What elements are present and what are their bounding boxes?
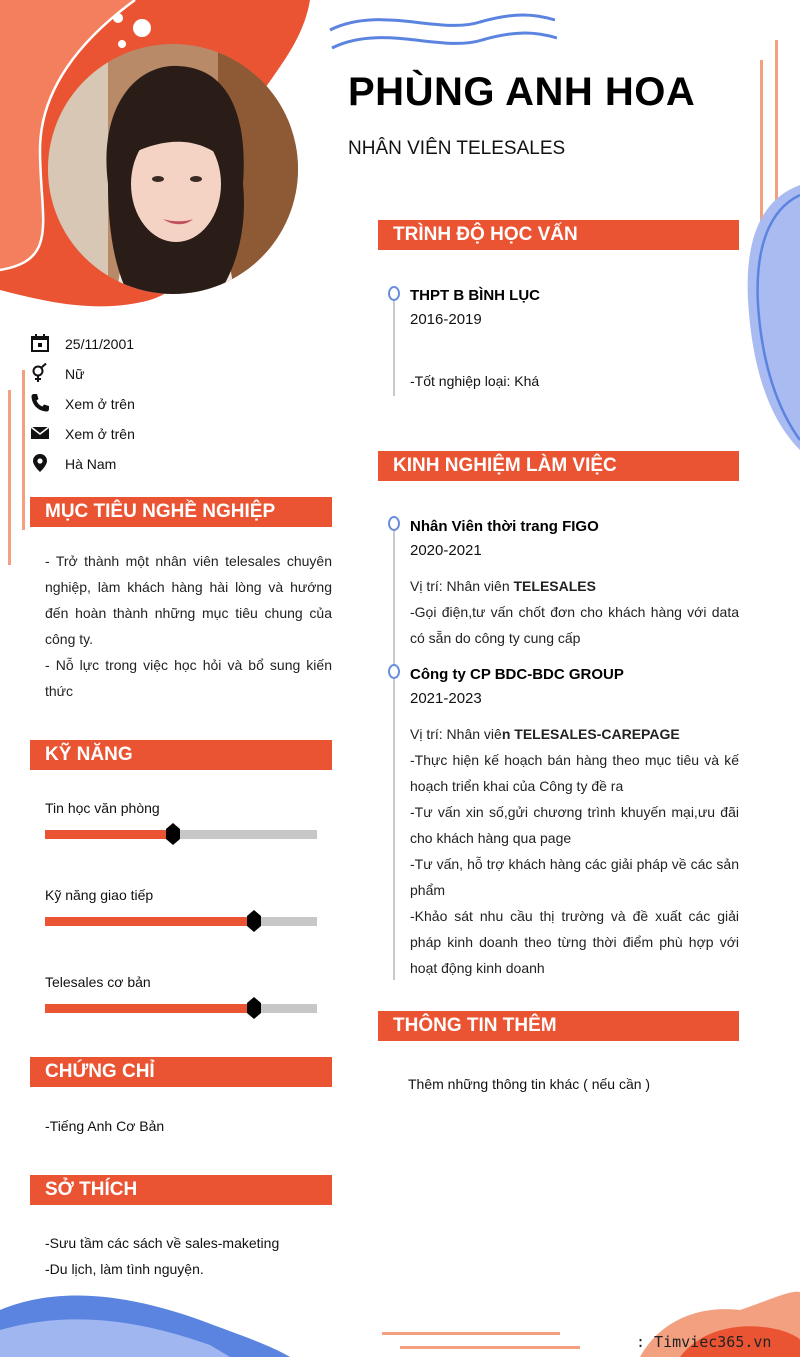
certificates-heading: CHỨNG CHỈ <box>30 1057 332 1087</box>
objective-line: - Trở thành một nhân viên telesales chuyên nghiệp, làm khách hàng hài lòng và hướng đến hoàn thành những mục tiêu chung của công ty. <box>45 553 332 647</box>
mail-icon <box>30 423 50 443</box>
timeline-line <box>393 292 395 396</box>
contact-location <box>30 453 310 475</box>
job-details <box>410 573 739 651</box>
skills-heading: KỸ NĂNG <box>30 740 332 770</box>
experience-heading: KINH NGHIỆM LÀM VIỆC <box>378 451 739 481</box>
timeline-dot <box>388 664 400 679</box>
education-heading: TRÌNH ĐỘ HỌC VẤN <box>378 220 739 250</box>
skill-bar-fill <box>45 830 173 839</box>
objective-heading: MỤC TIÊU NGHỀ NGHIỆP <box>30 497 332 527</box>
education-note: -Tốt nghiệp loại: Khá <box>410 373 540 389</box>
hobby-line: -Sưu tầm các sách về sales-maketing <box>45 1235 280 1251</box>
job-details <box>410 721 739 981</box>
contact-email <box>30 423 310 445</box>
skill-bar <box>45 1004 317 1013</box>
timeline-dot <box>388 286 400 301</box>
candidate-name: PHÙNG ANH HOA <box>348 70 696 114</box>
contact-phone <box>30 393 310 415</box>
calendar-icon <box>30 333 50 353</box>
job-position <box>410 721 739 747</box>
job-period: 2020-2021 <box>410 542 482 559</box>
gender-text: Nữ <box>65 366 85 382</box>
job-position-role: n TELESALES-CAREPAGE <box>501 726 680 742</box>
phone-icon <box>30 393 50 413</box>
job-company: Công ty CP BDC-BDC GROUP <box>410 666 624 683</box>
job-period: 2021-2023 <box>410 690 482 707</box>
job-company: Nhân Viên thời trang FIGO <box>410 518 599 535</box>
extra-info-text: Thêm những thông tin khác ( nếu cần ) <box>408 1076 651 1092</box>
skill-label: Telesales cơ bản <box>45 974 151 990</box>
skill-bar <box>45 830 317 839</box>
skill-bar-knob <box>166 823 180 845</box>
job-task: -Tư vấn, hỗ trợ khách hàng các giải pháp về các sản phẩm <box>410 856 739 898</box>
skill-bar-knob <box>247 997 261 1019</box>
hobby-line: -Du lịch, làm tình nguyện. <box>45 1261 204 1277</box>
location-icon <box>30 453 50 473</box>
job-task: -Gọi điện,tư vấn chốt đơn cho khách hàng với data có sẵn do công ty cung cấp <box>410 604 739 646</box>
email-text: Xem ở trên <box>65 426 135 442</box>
skill-label: Kỹ năng giao tiếp <box>45 887 154 903</box>
timeline-line <box>393 523 395 980</box>
location-text: Hà Nam <box>65 456 117 472</box>
objective-line: - Nỗ lực trong việc học hỏi và bổ sung kiến thức <box>45 657 332 699</box>
gender-icon <box>30 363 50 383</box>
education-period: 2016-2019 <box>410 311 482 328</box>
skill-bar-fill <box>45 1004 254 1013</box>
certificate-text: -Tiếng Anh Cơ Bản <box>45 1118 165 1134</box>
skill-bar-fill <box>45 917 254 926</box>
watermark-text: : Timviec365.vn <box>636 1333 772 1351</box>
skill-bar-knob <box>247 910 261 932</box>
objective-body <box>45 548 332 704</box>
job-position <box>410 573 739 599</box>
job-position-prefix: Vị trí: Nhân viê <box>410 726 502 742</box>
extra-info-heading: THÔNG TIN THÊM <box>378 1011 739 1041</box>
hobbies-heading: SỞ THÍCH <box>30 1175 332 1205</box>
contact-birthdate <box>30 333 310 355</box>
education-school: THPT B BÌNH LỤC <box>410 287 540 304</box>
skill-bar <box>45 917 317 926</box>
birthdate-text: 25/11/2001 <box>65 336 135 352</box>
job-task: -Khảo sát nhu cầu thị trường và đề xuất các giải pháp kinh doanh theo từng thời điểm phù hợp với hoạt động kinh doanh <box>410 908 739 976</box>
phone-text: Xem ở trên <box>65 396 135 412</box>
job-position-role: TELESALES <box>513 578 596 594</box>
job-position-prefix: Vị trí: Nhân viên <box>410 578 514 594</box>
contact-gender <box>30 363 310 385</box>
job-task: -Thực hiện kế hoạch bán hàng theo mục tiêu và kế hoạch triển khai của Công ty đề ra <box>410 752 739 794</box>
job-task: -Tư vấn xin số,gửi chương trình khuyến mại,ưu đãi cho khách hàng qua page <box>410 804 739 846</box>
profile-photo <box>48 44 298 294</box>
timeline-dot <box>388 516 400 531</box>
job-title: NHÂN VIÊN TELESALES <box>348 138 566 159</box>
skill-label: Tin học văn phòng <box>45 800 160 816</box>
